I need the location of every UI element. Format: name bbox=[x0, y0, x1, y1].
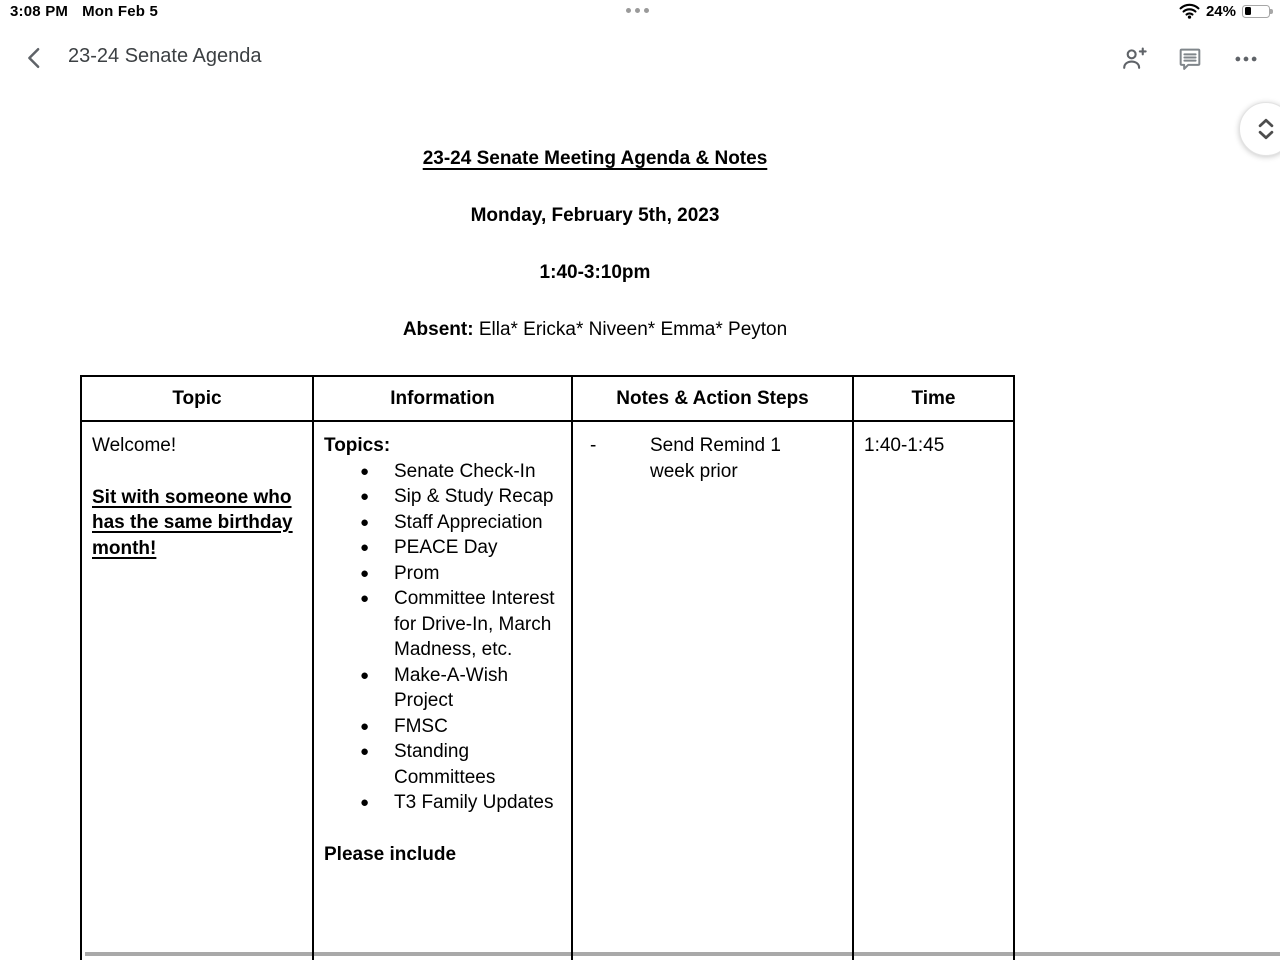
col-header-topic: Topic bbox=[81, 376, 313, 421]
doc-heading-title: 23-24 Senate Meeting Agenda & Notes bbox=[422, 148, 768, 169]
bullet-icon: ● bbox=[360, 590, 370, 607]
battery-percent: 24% bbox=[1205, 2, 1236, 20]
info-footer-text: Please include bbox=[324, 843, 457, 865]
app-header bbox=[0, 34, 1280, 84]
share-button[interactable] bbox=[1118, 43, 1150, 75]
comments-button[interactable] bbox=[1174, 43, 1206, 75]
comment-icon bbox=[1176, 45, 1204, 73]
list-item: ● Sip & Study Recap bbox=[324, 484, 561, 510]
doc-absent-line bbox=[0, 317, 1190, 343]
topics-list bbox=[324, 459, 561, 816]
bullet-icon: ● bbox=[360, 794, 370, 811]
list-item: ● FMSC bbox=[324, 714, 561, 740]
col-header-time: Time bbox=[853, 376, 1014, 421]
chevron-up-down-icon bbox=[1253, 114, 1279, 144]
bullet-icon: ● bbox=[360, 539, 370, 556]
col-header-notes: Notes & Action Steps bbox=[572, 376, 853, 421]
time-value: 1:40-1:45 bbox=[864, 435, 945, 456]
col-header-information: Information bbox=[313, 376, 572, 421]
list-item: ● T3 Family Updates bbox=[324, 790, 561, 816]
wifi-icon bbox=[1179, 2, 1200, 20]
doc-heading-date: Monday, February 5th, 2023 bbox=[470, 205, 720, 226]
table-header-row bbox=[81, 376, 1014, 421]
table-row bbox=[81, 421, 1014, 960]
notes-cell[interactable] bbox=[572, 421, 853, 960]
agenda-table bbox=[80, 375, 1015, 960]
dash-marker: - bbox=[590, 435, 597, 456]
status-time: 3:08 PM bbox=[10, 3, 69, 20]
status-time-date bbox=[10, 3, 158, 20]
battery-icon bbox=[1242, 5, 1270, 18]
absent-label: Absent: bbox=[402, 319, 474, 340]
back-button[interactable] bbox=[20, 43, 52, 75]
bullet-icon: ● bbox=[360, 743, 370, 760]
information-cell[interactable] bbox=[313, 421, 572, 960]
topic-welcome-text: Welcome! bbox=[92, 435, 177, 456]
bullet-icon: ● bbox=[360, 462, 370, 480]
note-text: Send Remind 1 week prior bbox=[650, 435, 781, 482]
topics-label: Topics: bbox=[324, 435, 391, 456]
list-item: ● Staff Appreciation bbox=[324, 510, 561, 536]
list-item: ● Prom bbox=[324, 561, 561, 587]
list-item: ● Committee Interest for Drive-In, March Madness, etc. bbox=[360, 588, 555, 660]
topic-instruction-text: Sit with someone who has the same birthday month! bbox=[92, 486, 293, 559]
chevron-left-icon bbox=[20, 43, 52, 73]
more-horizontal-icon bbox=[1233, 46, 1259, 72]
multitask-indicator-icon[interactable] bbox=[626, 8, 649, 13]
status-bar bbox=[0, 0, 1280, 26]
bullet-icon: ● bbox=[360, 717, 370, 735]
doc-heading-time: 1:40-3:10pm bbox=[539, 262, 651, 283]
scroll-handle[interactable] bbox=[1239, 102, 1280, 156]
document-title-header[interactable]: 23-24 Senate Agenda bbox=[68, 45, 262, 67]
absent-names: Ella* Ericka* Niveen* Emma* Peyton bbox=[473, 319, 788, 340]
list-item: ● Senate Check-In bbox=[324, 459, 561, 485]
status-date: Mon Feb 5 bbox=[82, 3, 159, 20]
more-options-button[interactable] bbox=[1230, 43, 1262, 75]
bullet-icon: ● bbox=[360, 564, 370, 582]
topic-cell[interactable] bbox=[81, 421, 313, 960]
bullet-icon: ● bbox=[360, 513, 370, 531]
list-item: ● Standing Committees bbox=[360, 741, 496, 788]
note-item bbox=[583, 433, 842, 484]
person-add-icon bbox=[1120, 45, 1148, 73]
bullet-icon: ● bbox=[360, 666, 370, 684]
time-cell[interactable] bbox=[853, 421, 1014, 960]
list-item: ● PEACE Day bbox=[324, 535, 561, 561]
bullet-icon: ● bbox=[360, 488, 370, 505]
list-item: ● Make-A-Wish Project bbox=[360, 664, 509, 711]
